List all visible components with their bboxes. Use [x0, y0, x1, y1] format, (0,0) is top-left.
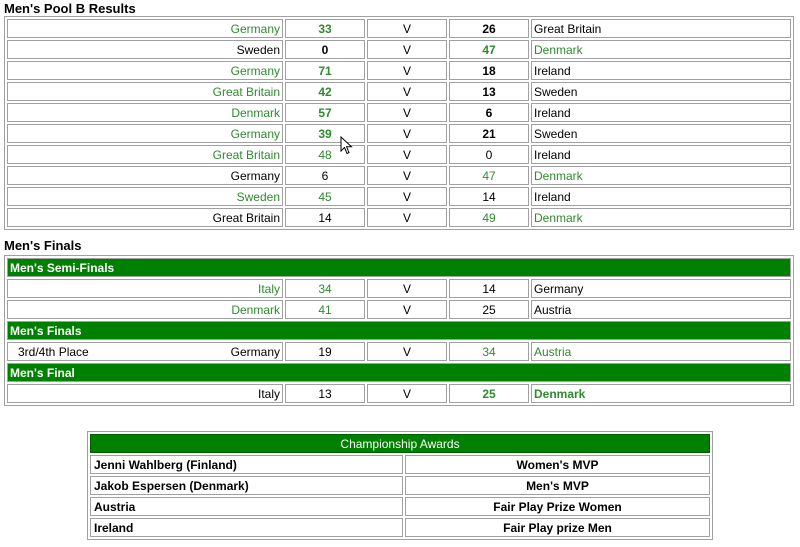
- home-score: 19: [285, 342, 365, 361]
- award-recipient: Austria: [90, 497, 403, 516]
- away-score: 6: [449, 103, 529, 122]
- away-team: Sweden: [531, 82, 791, 101]
- away-team: Sweden: [531, 124, 791, 143]
- table-row: [90, 497, 710, 516]
- table-row: [7, 166, 791, 185]
- home-score: 42: [285, 82, 365, 101]
- away-score: 13: [449, 82, 529, 101]
- table-row: [7, 187, 791, 206]
- versus: V: [367, 208, 447, 227]
- versus: V: [367, 145, 447, 164]
- home-score: 0: [285, 40, 365, 59]
- place-label: 3rd/4th Place: [18, 344, 89, 359]
- home-team: Sweden: [7, 187, 283, 206]
- versus: V: [367, 279, 447, 298]
- away-score: 49: [449, 208, 529, 227]
- finals-header: Men's Finals: [7, 321, 791, 340]
- versus: V: [367, 103, 447, 122]
- versus: V: [367, 342, 447, 361]
- table-row: [7, 82, 791, 101]
- home-score: 6: [285, 166, 365, 185]
- award-name: Fair Play Prize Women: [405, 497, 710, 516]
- home-team: Germany: [7, 166, 283, 185]
- home-team: Germany: [7, 19, 283, 38]
- home-team: Italy: [7, 279, 283, 298]
- away-score: 14: [449, 279, 529, 298]
- finals-title: Men's Finals: [4, 238, 82, 253]
- home-score: 39: [285, 124, 365, 143]
- award-name: Women's MVP: [405, 455, 710, 474]
- away-score: 14: [449, 187, 529, 206]
- home-score: 14: [285, 208, 365, 227]
- versus: V: [367, 82, 447, 101]
- mouse-pointer-icon: [340, 136, 354, 156]
- home-team: Denmark: [7, 103, 283, 122]
- away-team: Germany: [531, 279, 791, 298]
- away-team: Ireland: [531, 61, 791, 80]
- home-score: 71: [285, 61, 365, 80]
- table-row: [7, 384, 791, 403]
- awards-table: [87, 431, 713, 540]
- table-row: [7, 145, 791, 164]
- away-score: 0: [449, 145, 529, 164]
- away-team: Denmark: [531, 166, 791, 185]
- home-team: Great Britain: [7, 82, 283, 101]
- awards-title: Championship Awards: [90, 434, 710, 453]
- table-row: [90, 476, 710, 495]
- home-score: 48: [285, 145, 365, 164]
- home-score: 45: [285, 187, 365, 206]
- table-row: [7, 19, 791, 38]
- away-score: 18: [449, 61, 529, 80]
- table-row: [90, 455, 710, 474]
- away-score: 34: [449, 342, 529, 361]
- section-header: [7, 363, 791, 382]
- table-row: [7, 103, 791, 122]
- home-team-cell: [7, 342, 283, 361]
- home-team: Germany: [230, 344, 280, 359]
- away-team: Denmark: [531, 384, 791, 403]
- away-team: Denmark: [531, 208, 791, 227]
- home-score: 57: [285, 103, 365, 122]
- versus: V: [367, 187, 447, 206]
- finals-table: [4, 255, 794, 406]
- table-row: [7, 342, 791, 361]
- away-team: Ireland: [531, 103, 791, 122]
- pool-title: Men's Pool B Results: [4, 1, 136, 16]
- versus: V: [367, 40, 447, 59]
- home-team: Great Britain: [7, 208, 283, 227]
- away-team: Austria: [531, 342, 791, 361]
- home-team: Italy: [7, 384, 283, 403]
- home-team: Great Britain: [7, 145, 283, 164]
- award-recipient: Jakob Espersen (Denmark): [90, 476, 403, 495]
- away-team: Austria: [531, 300, 791, 319]
- home-team: Germany: [7, 61, 283, 80]
- versus: V: [367, 300, 447, 319]
- versus: V: [367, 61, 447, 80]
- table-row: [7, 279, 791, 298]
- home-team: Germany: [7, 124, 283, 143]
- section-header: [7, 258, 791, 277]
- versus: V: [367, 124, 447, 143]
- table-row: [7, 124, 791, 143]
- table-row: [7, 300, 791, 319]
- award-recipient: Ireland: [90, 518, 403, 537]
- versus: V: [367, 166, 447, 185]
- home-score: 34: [285, 279, 365, 298]
- away-score: 47: [449, 40, 529, 59]
- away-score: 21: [449, 124, 529, 143]
- semi-finals-header: Men's Semi-Finals: [7, 258, 791, 277]
- table-row: [7, 208, 791, 227]
- final-header: Men's Final: [7, 363, 791, 382]
- versus: V: [367, 19, 447, 38]
- award-name: Men's MVP: [405, 476, 710, 495]
- versus: V: [367, 384, 447, 403]
- table-row: [90, 518, 710, 537]
- away-score: 25: [449, 300, 529, 319]
- pool-results-table: [4, 16, 794, 230]
- table-row: [7, 40, 791, 59]
- home-score: 41: [285, 300, 365, 319]
- home-team: Denmark: [7, 300, 283, 319]
- away-score: 47: [449, 166, 529, 185]
- table-row: [7, 61, 791, 80]
- home-team: Sweden: [7, 40, 283, 59]
- away-team: Ireland: [531, 187, 791, 206]
- awards-header-row: [90, 434, 710, 453]
- away-score: 26: [449, 19, 529, 38]
- home-score: 33: [285, 19, 365, 38]
- home-score: 13: [285, 384, 365, 403]
- away-team: Ireland: [531, 145, 791, 164]
- award-name: Fair Play prize Men: [405, 518, 710, 537]
- away-score: 25: [449, 384, 529, 403]
- award-recipient: Jenni Wahlberg (Finland): [90, 455, 403, 474]
- away-team: Great Britain: [531, 19, 791, 38]
- away-team: Denmark: [531, 40, 791, 59]
- section-header: [7, 321, 791, 340]
